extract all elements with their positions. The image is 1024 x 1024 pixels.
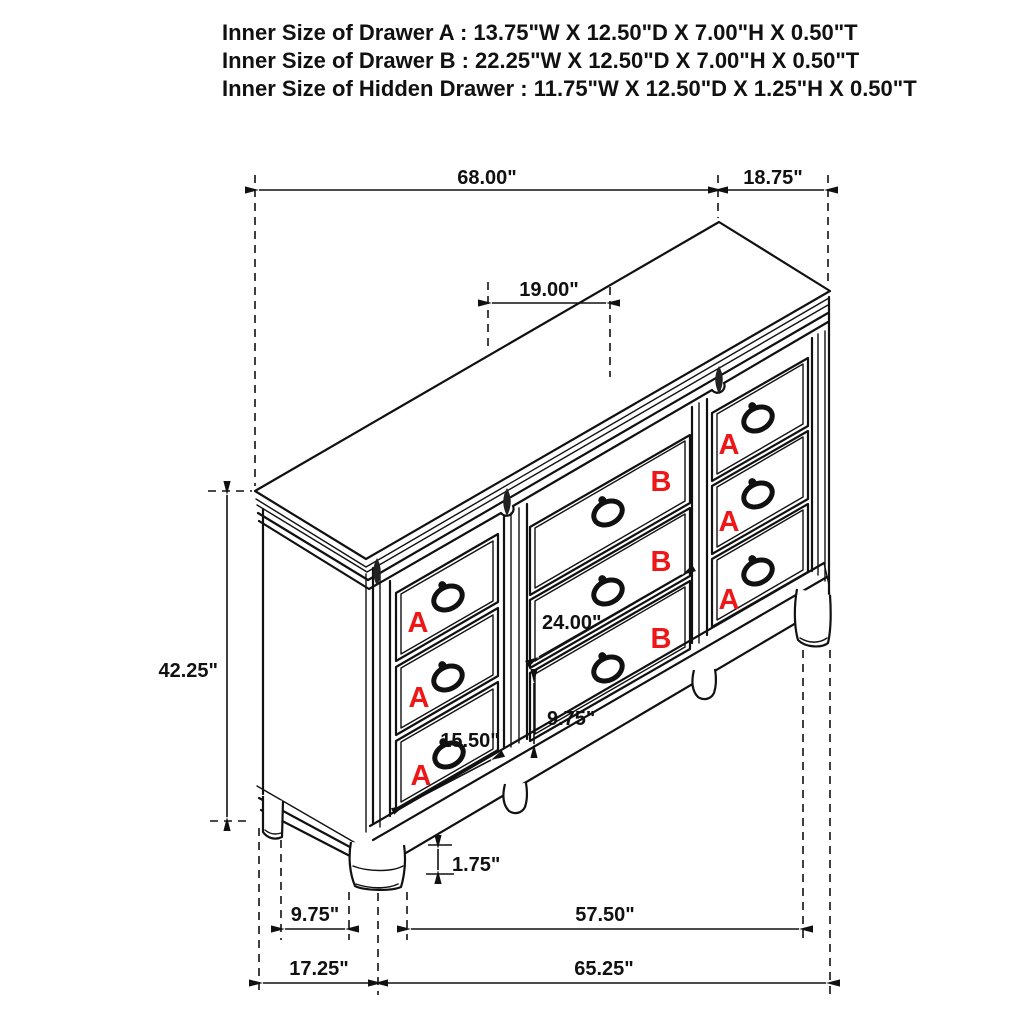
dim-label-drawer-a-width: 15.50" <box>440 730 500 752</box>
dim-label-overall-height: 42.25" <box>158 660 218 682</box>
dim-top-center-section <box>488 279 610 377</box>
hidden-drawer-inner-size-text: Inner Size of Hidden Drawer : 11.75"W X 12.50"D X 1.25"H X 0.50"T <box>222 76 917 101</box>
ring-pull-icon <box>586 490 626 530</box>
dim-label-side-feet-gap: 9.75" <box>290 904 340 926</box>
drawer-b-inner-size-text: Inner Size of Drawer B : 22.25"W X 12.50"D X 7.00"H X 0.50"T <box>222 48 860 73</box>
dim-label-foot-height: 1.75" <box>452 854 501 876</box>
drawer-a-inner-size-text: Inner Size of Drawer A : 13.75"W X 12.50"D X 7.00"H X 0.50"T <box>222 20 858 45</box>
dim-label-top-depth: 18.75" <box>743 167 803 189</box>
dim-overall-height <box>158 491 252 821</box>
drawer-b-label: B <box>650 623 672 655</box>
dresser-drawing <box>255 222 831 890</box>
dim-drawer-height <box>534 683 595 744</box>
ring-pull-icon <box>736 549 776 589</box>
dim-base-length <box>382 650 830 995</box>
dim-side-feet-gap <box>281 840 349 940</box>
dim-label-top-center-section: 19.00" <box>519 279 579 301</box>
back-left-foot <box>263 796 283 839</box>
drawer-a-label: A <box>410 760 432 792</box>
dim-top-depth <box>722 167 828 286</box>
drawer-a-label: A <box>407 607 429 639</box>
drawer-a-label: A <box>718 506 740 538</box>
ring-pull-icon <box>426 655 466 695</box>
drawer-a-label: A <box>408 682 430 714</box>
center-left-stile-foot <box>503 783 527 813</box>
dim-label-drawer-height: 9.75" <box>547 708 596 730</box>
ring-pull-icon <box>586 569 626 609</box>
ring-pull-icon <box>736 472 776 512</box>
drawer-a-label: A <box>718 584 740 616</box>
ring-pull-icon <box>736 396 776 436</box>
dim-foot-height <box>426 845 500 876</box>
dim-label-base-length: 65.25" <box>574 958 634 980</box>
dim-label-drawer-b-width: 24.00" <box>542 612 602 634</box>
drawer-b-label: B <box>650 466 672 498</box>
dim-label-base-depth: 17.25" <box>289 958 349 980</box>
dim-label-front-feet-span: 57.50" <box>575 904 635 926</box>
front-right-foot <box>795 589 831 646</box>
center-right-stile-foot <box>692 669 716 699</box>
dim-label-top-length: 68.00" <box>457 167 517 189</box>
ring-pull-icon <box>426 575 466 615</box>
dim-top-length <box>255 167 718 486</box>
title-block <box>222 20 917 101</box>
front-left-foot <box>350 842 405 890</box>
drawer-b-label: B <box>650 546 672 578</box>
drawer-a-label: A <box>718 429 740 461</box>
